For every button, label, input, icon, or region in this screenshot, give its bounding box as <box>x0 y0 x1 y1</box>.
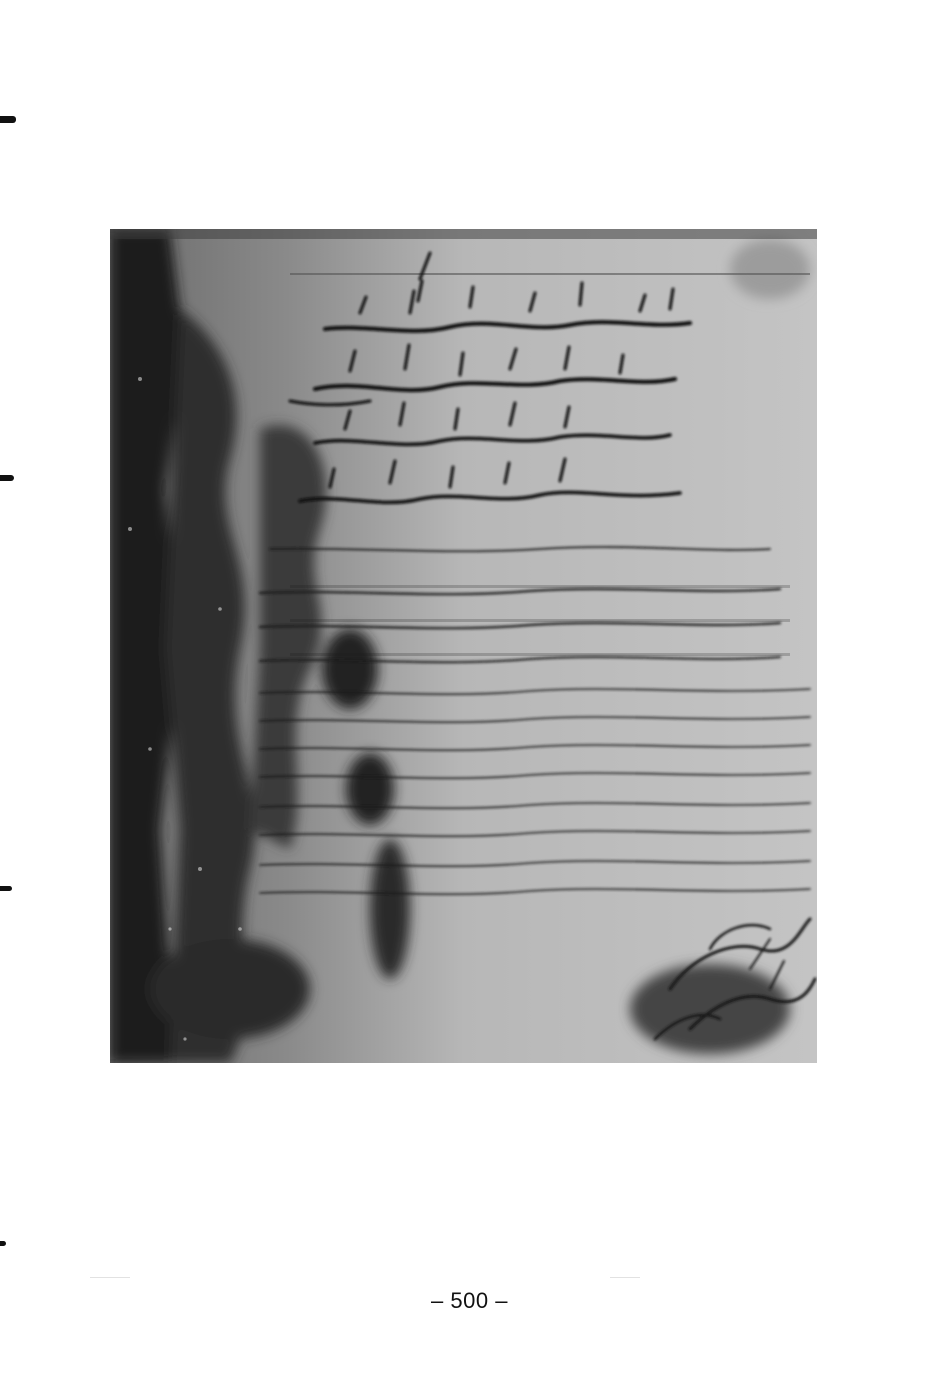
manuscript-image <box>110 229 817 1063</box>
scan-edge-mark <box>0 1241 6 1246</box>
page-number: – 500 – <box>431 1288 508 1313</box>
scan-edge-mark <box>0 116 16 123</box>
scan-artifact-line <box>610 1277 640 1278</box>
scan-edge-mark <box>0 475 14 481</box>
scan-artifact-line <box>90 1277 130 1278</box>
manuscript-photo-svg <box>110 229 817 1063</box>
scan-edge-mark <box>0 886 12 891</box>
